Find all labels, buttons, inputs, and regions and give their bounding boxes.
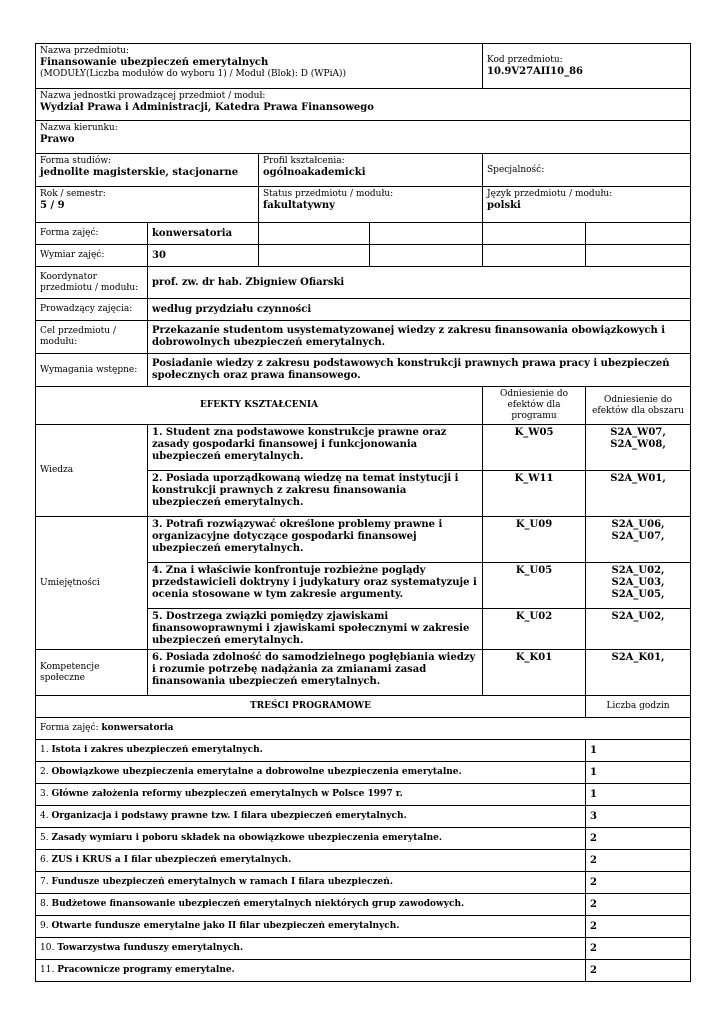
topic-row (36, 850, 691, 872)
language-label: Język przedmiotu / modułu: (487, 189, 613, 199)
topic-text-cell (36, 938, 586, 960)
year-cell (36, 187, 259, 223)
empty-cell (483, 223, 586, 245)
topic-text-cell (36, 740, 586, 762)
program-form-value: konwersatoria (101, 723, 174, 733)
empty-cell (586, 223, 691, 245)
topic-hours: 3 (586, 806, 691, 828)
effect-program-code: K_U05 (483, 563, 586, 609)
study-form-cell (36, 154, 259, 187)
coordinator-label: Koordynator przedmiotu / modułu: (36, 267, 148, 299)
topic-hours: 2 (586, 872, 691, 894)
topic-text-cell (36, 828, 586, 850)
program-form-row (36, 718, 691, 740)
topic-hours: 2 (586, 938, 691, 960)
syllabus-table (35, 43, 691, 982)
topic-row (36, 872, 691, 894)
topic-number: 2. (40, 767, 49, 777)
area-code: S2A_W01, (610, 473, 666, 484)
effect-area-codes (586, 563, 691, 609)
topic-number: 8. (40, 899, 49, 909)
goal-value: Przekazanie studentom usystematyzowanej wiedzy z zakresu finansowania obowiązkowych i dobrowolnych ubezpieczeń emerytalnych. (148, 321, 691, 354)
goal-label: Cel przedmiotu / modułu: (36, 321, 148, 354)
requirements-value: Posiadanie wiedzy z zakresu podstawowych konstrukcji prawnych prawa pracy i ubezpieczeń społecznych oraz prawa finansowego. (148, 354, 691, 387)
class-form-label: Forma zajęć: (36, 223, 148, 245)
direction-value: Prawo (40, 134, 75, 145)
effects-header: EFEKTY KSZTAŁCENIA (36, 387, 483, 425)
effect-item: 6. Posiada zdolność do samodzielnego pogłębiania wiedzy i rozumie potrzebę nadążania za zmianami zasad finansowania ubezpieczeń emerytalnych. (148, 650, 483, 696)
area-code: S2A_W08, (610, 439, 666, 450)
status-value: fakultatywny (263, 200, 335, 211)
effect-program-code: K_U09 (483, 517, 586, 563)
topic-text: Zasady wymiaru i poboru składek na obowiązkowe ubezpieczenia emerytalne. (51, 833, 443, 843)
topic-number: 11. (40, 965, 55, 975)
program-form-prefix: Forma zajęć: (40, 723, 99, 733)
topic-text: Towarzystwa funduszy emerytalnych. (57, 943, 244, 953)
topic-text: Obowiązkowe ubezpieczenia emerytalne a dobrowolne ubezpieczenia emerytalne. (51, 767, 462, 777)
requirements-label: Wymagania wstępne: (36, 354, 148, 387)
unit-cell (36, 89, 691, 121)
class-hours-label: Wymiar zajęć: (36, 245, 148, 267)
profile-value: ogólnoakademicki (263, 167, 366, 178)
effect-item: 3. Potrafi rozwiązywać określone problemy prawne i organizacyjne dotyczące gospodarki finansowej ubezpieczeń emerytalnych. (148, 517, 483, 563)
topic-text-cell (36, 872, 586, 894)
empty-cell (259, 223, 370, 245)
topic-number: 5. (40, 833, 49, 843)
effect-area-codes (586, 517, 691, 563)
area-code: S2A_W07, (610, 427, 666, 438)
topic-row (36, 806, 691, 828)
course-name-cell (36, 44, 483, 89)
topic-text-cell (36, 762, 586, 784)
topic-number: 10. (40, 943, 55, 953)
topic-hours: 1 (586, 740, 691, 762)
topic-text: Otwarte fundusze emerytalne jako II filar ubezpieczeń emerytalnych. (51, 921, 400, 931)
area-code: S2A_U06, (611, 519, 665, 530)
unit-label: Nazwa jednostki prowadzącej przedmiot / moduł: (40, 91, 266, 101)
syllabus-document (35, 43, 690, 982)
specialty-cell (483, 154, 691, 187)
year-label: Rok / semestr: (40, 189, 106, 199)
topic-row (36, 894, 691, 916)
topic-hours: 1 (586, 784, 691, 806)
effects-program-header: Odniesienie do efektów dla programu (483, 387, 586, 425)
effect-item: 2. Posiada uporządkowaną wiedzę na temat instytucji i konstrukcji prawnych z zakresu finansowania ubezpieczeń emerytalnych. (148, 471, 483, 517)
topic-row (36, 916, 691, 938)
area-code: S2A_U02, (611, 565, 665, 576)
topic-text: Organizacja i podstawy prawne tzw. I filara ubezpieczeń emerytalnych. (51, 811, 407, 821)
topic-hours: 1 (586, 762, 691, 784)
effect-area-codes (586, 650, 691, 696)
effect-item: 5. Dostrzega związki pomiędzy zjawiskami finansowoprawnymi i zjawiskami społecznymi w zakresie ubezpieczeń emerytalnych. (148, 609, 483, 650)
empty-cell (370, 245, 483, 267)
effects-area-header: Odniesienie do efektów dla obszaru (586, 387, 691, 425)
profile-cell (259, 154, 483, 187)
effect-area-codes (586, 471, 691, 517)
area-code: S2A_U02, (611, 611, 665, 622)
topic-text: ZUS i KRUS a I filar ubezpieczeń emerytalnych. (51, 855, 292, 865)
topic-number: 9. (40, 921, 49, 931)
topic-text: Istota i zakres ubezpieczeń emerytalnych. (51, 745, 263, 755)
module-info: (MODUŁY(Liczba modułów do wyboru 1) / Moduł (Blok): D (WPiA)) (40, 69, 347, 79)
topic-text-cell (36, 894, 586, 916)
topic-hours: 2 (586, 916, 691, 938)
topic-hours: 2 (586, 960, 691, 982)
topic-text-cell (36, 960, 586, 982)
program-header: TREŚCI PROGRAMOWE (36, 696, 586, 718)
area-code: S2A_U07, (611, 531, 665, 542)
empty-cell (370, 223, 483, 245)
direction-label: Nazwa kierunku: (40, 123, 118, 133)
topic-text: Pracownicze programy emerytalne. (57, 965, 235, 975)
topic-number: 6. (40, 855, 49, 865)
course-code-label: Kod przedmiotu: (487, 54, 563, 65)
topic-text: Fundusze ubezpieczeń emerytalnych w ramach I filara ubezpieczeń. (51, 877, 393, 887)
study-form-label: Forma studiów: (40, 156, 112, 166)
topic-hours: 2 (586, 828, 691, 850)
class-form-value: konwersatoria (148, 223, 259, 245)
topic-text-cell (36, 916, 586, 938)
topic-row (36, 828, 691, 850)
effect-area-codes (586, 425, 691, 471)
topic-hours: 2 (586, 850, 691, 872)
topic-text-cell (36, 850, 586, 872)
teacher-label: Prowadzący zajęcia: (36, 299, 148, 321)
topic-text: Budżetowe finansowanie ubezpieczeń emerytalnych niektórych grup zawodowych. (51, 899, 465, 909)
profile-label: Profil kształcenia: (263, 156, 345, 166)
area-code: S2A_U03, (611, 577, 665, 588)
topic-hours: 2 (586, 894, 691, 916)
coordinator-value: prof. zw. dr hab. Zbigniew Ofiarski (148, 267, 691, 299)
specialty-label: Specjalność: (487, 164, 545, 175)
topic-row (36, 784, 691, 806)
teacher-value: według przydziału czynności (148, 299, 691, 321)
topic-number: 3. (40, 789, 49, 799)
effect-group-name: Wiedza (36, 425, 148, 517)
topic-number: 7. (40, 877, 49, 887)
topic-number: 4. (40, 811, 49, 821)
topic-text-cell (36, 784, 586, 806)
effect-program-code: K_K01 (483, 650, 586, 696)
area-code: S2A_U05, (611, 589, 665, 600)
effect-item: 1. Student zna podstawowe konstrukcje prawne oraz zasady gospodarki finansowej i funkcjonowania ubezpieczeń emerytalnych. (148, 425, 483, 471)
class-hours-value: 30 (148, 245, 259, 267)
direction-cell (36, 121, 691, 154)
topic-row (36, 762, 691, 784)
area-code: S2A_K01, (611, 652, 665, 663)
topic-text: Główne założenia reformy ubezpieczeń emerytalnych w Polsce 1997 r. (51, 789, 403, 799)
course-code-cell (483, 44, 691, 89)
effect-item: 4. Zna i właściwie konfrontuje rozbieżne poglądy przedstawicieli doktryny i judykatury oraz systematyzuje i ocenia stosowane w tym zakresie argumenty. (148, 563, 483, 609)
program-hours-header: Liczba godzin (586, 696, 691, 718)
unit-value: Wydział Prawa i Administracji, Katedra Prawa Finansowego (40, 102, 374, 113)
year-value: 5 / 9 (40, 200, 65, 211)
status-cell (259, 187, 483, 223)
effect-group-name: Umiejętności (36, 517, 148, 650)
study-form-value: jednolite magisterskie, stacjonarne (40, 167, 239, 178)
empty-cell (483, 245, 586, 267)
language-value: polski (487, 200, 521, 211)
empty-cell (259, 245, 370, 267)
status-label: Status przedmiotu / modułu: (263, 189, 394, 199)
topic-row (36, 938, 691, 960)
effect-program-code: K_U02 (483, 609, 586, 650)
effect-program-code: K_W05 (483, 425, 586, 471)
topic-text-cell (36, 806, 586, 828)
course-code: 10.9V27AII10_86 (487, 65, 583, 77)
empty-cell (586, 245, 691, 267)
effect-area-codes (586, 609, 691, 650)
language-cell (483, 187, 691, 223)
topic-row (36, 960, 691, 982)
topic-row (36, 740, 691, 762)
course-name: Finansowanie ubezpieczeń emerytalnych (40, 57, 269, 68)
effect-program-code: K_W11 (483, 471, 586, 517)
topic-number: 1. (40, 745, 49, 755)
effect-group-name: Kompetencje społeczne (36, 650, 148, 696)
course-name-label: Nazwa przedmiotu: (40, 46, 130, 56)
